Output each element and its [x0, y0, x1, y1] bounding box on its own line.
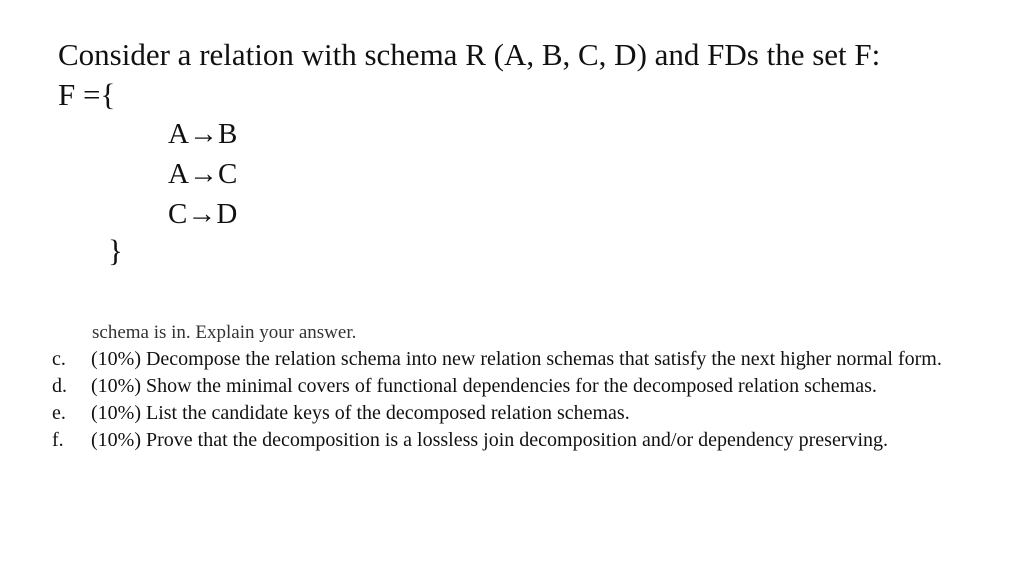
cut-off-text-line [92, 322, 430, 343]
fd-c-d: C→D [168, 198, 238, 230]
question-text: (10%) List the candidate keys of the decomposed relation schemas. [91, 402, 630, 424]
problem-heading: Consider a relation with schema R (A, B, C, D) and FDs the set F: [58, 37, 881, 72]
fd-set-open: F ={ [58, 77, 116, 112]
question-letter: d. [52, 375, 67, 397]
question-d [52, 373, 992, 400]
fd-a-b: A→B [168, 118, 238, 150]
fd-set-close: } [108, 233, 123, 268]
question-list [52, 346, 992, 454]
question-letter: e. [52, 402, 66, 424]
fd-list [168, 114, 237, 234]
question-c [52, 346, 992, 373]
question-text: (10%) Show the minimal covers of functional dependencies for the decomposed relation schemas. [91, 375, 877, 397]
question-letter: f. [52, 429, 64, 451]
cut-off-text: schema is in. Explain your answer. [92, 322, 357, 343]
question-e [52, 400, 992, 427]
question-text: (10%) Prove that the decomposition is a lossless join decomposition and/or dependency preserving. [91, 429, 889, 451]
question-text: (10%) Decompose the relation schema into new relation schemas that satisfy the next higher normal form. [91, 348, 942, 370]
question-f [52, 427, 992, 454]
fd-a-c: A→C [168, 158, 238, 190]
question-letter: c. [52, 348, 66, 370]
